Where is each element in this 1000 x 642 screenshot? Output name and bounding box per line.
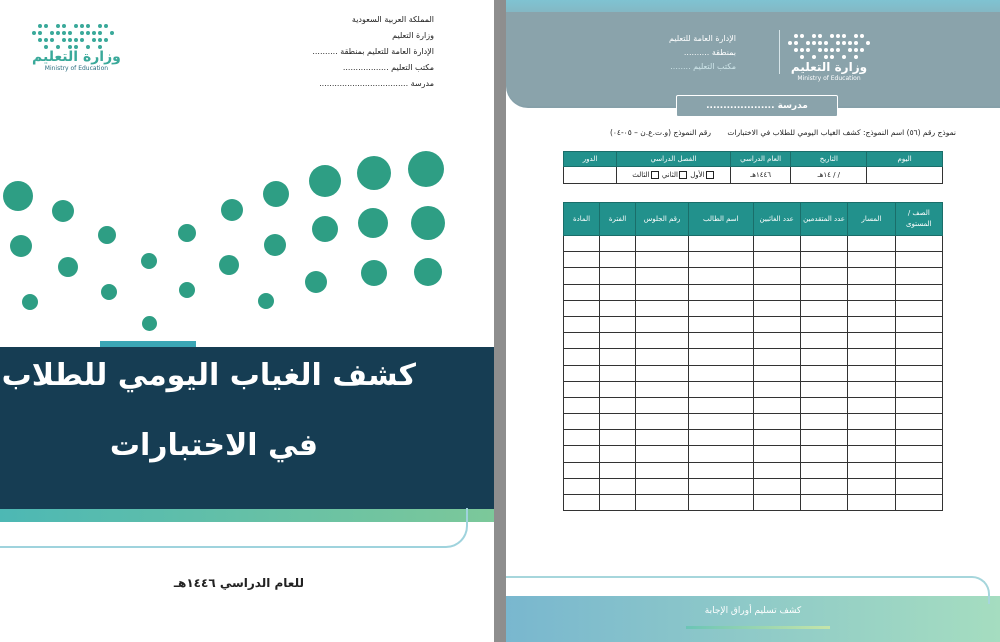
logo-dot <box>794 48 798 52</box>
table-cell[interactable] <box>895 300 942 316</box>
table-cell[interactable] <box>636 236 689 252</box>
table-cell[interactable] <box>895 252 942 268</box>
logo-dot <box>848 48 852 52</box>
logo-dot <box>44 38 48 42</box>
table-cell[interactable] <box>689 316 753 332</box>
table-row <box>564 252 943 268</box>
admin-line-office: مكتب التعليم ........ <box>670 62 736 71</box>
table-cell[interactable] <box>564 397 600 413</box>
logo-dot <box>38 24 42 28</box>
header-line-country: المملكة العربية السعودية <box>351 15 434 24</box>
table-row <box>564 316 943 332</box>
table-cell[interactable] <box>800 495 847 511</box>
table-cell[interactable] <box>800 300 847 316</box>
logo-dot <box>854 48 858 52</box>
decor-dot <box>357 156 391 190</box>
logo-dot <box>50 31 54 35</box>
table-cell[interactable] <box>800 284 847 300</box>
info-header-year: العام الدراسي <box>730 152 791 167</box>
table-cell[interactable] <box>895 381 942 397</box>
footer-title: كشف تسليم أوراق الإجابة <box>704 606 802 616</box>
table-row <box>564 333 943 349</box>
table-cell[interactable] <box>600 300 636 316</box>
table-cell[interactable] <box>636 397 689 413</box>
logo-dot <box>80 31 84 35</box>
table-cell[interactable] <box>800 365 847 381</box>
logo-dot <box>92 31 96 35</box>
table-cell[interactable] <box>753 397 800 413</box>
table-cell[interactable] <box>636 462 689 478</box>
info-cell-round[interactable] <box>564 167 617 184</box>
table-cell[interactable] <box>848 252 895 268</box>
table-cell[interactable] <box>895 349 942 365</box>
table-cell[interactable] <box>689 397 753 413</box>
info-header-round: الدور <box>564 152 617 167</box>
table-cell[interactable] <box>800 236 847 252</box>
logo-english-text: Ministry of Education <box>44 65 109 72</box>
table-row <box>564 268 943 284</box>
decor-dot <box>411 206 445 240</box>
table-cell[interactable] <box>753 316 800 332</box>
table-cell[interactable] <box>895 414 942 430</box>
ministry-logo-right <box>788 34 870 83</box>
logo-dot <box>104 38 108 42</box>
table-cell[interactable] <box>800 478 847 494</box>
table-cell[interactable] <box>800 316 847 332</box>
table-cell[interactable] <box>689 252 753 268</box>
table-cell[interactable] <box>753 300 800 316</box>
table-cell[interactable] <box>895 446 942 462</box>
table-cell[interactable] <box>600 316 636 332</box>
header-applicants-count: عدد المتقدمين <box>800 203 847 236</box>
logo-arabic-text: وزارة التعليم <box>790 60 868 74</box>
model-line <box>570 128 956 137</box>
table-cell[interactable] <box>600 284 636 300</box>
table-cell[interactable] <box>564 333 600 349</box>
decorative-arc <box>0 508 468 548</box>
logo-dots-icon <box>32 24 121 49</box>
table-cell[interactable] <box>600 365 636 381</box>
info-cell-semester[interactable] <box>617 167 731 184</box>
decor-dot <box>178 224 196 242</box>
table-cell[interactable] <box>564 268 600 284</box>
logo-dot <box>830 34 834 38</box>
logo-dot <box>98 38 102 42</box>
table-cell[interactable] <box>636 268 689 284</box>
table-cell[interactable] <box>564 495 600 511</box>
table-cell[interactable] <box>636 495 689 511</box>
table-cell[interactable] <box>800 414 847 430</box>
table-cell[interactable] <box>600 252 636 268</box>
academic-year: للعام الدراسي ١٤٤٦هـ <box>173 576 304 590</box>
logo-dot <box>62 38 66 42</box>
logo-dot <box>32 31 36 35</box>
admin-info <box>646 32 736 74</box>
table-cell[interactable] <box>800 381 847 397</box>
table-cell[interactable] <box>564 414 600 430</box>
decor-dot <box>179 282 195 298</box>
table-cell[interactable] <box>600 381 636 397</box>
table-cell[interactable] <box>636 414 689 430</box>
table-row <box>564 462 943 478</box>
logo-dot <box>806 48 810 52</box>
header-track: المسار <box>848 203 895 236</box>
table-cell[interactable] <box>600 414 636 430</box>
table-row <box>564 381 943 397</box>
table-cell[interactable] <box>689 446 753 462</box>
logo-dot <box>44 24 48 28</box>
table-cell[interactable] <box>689 268 753 284</box>
table-cell[interactable] <box>636 446 689 462</box>
logo-dot <box>806 41 810 45</box>
logo-dot <box>830 48 834 52</box>
logo-english-text: Ministry of Education <box>797 75 861 82</box>
header-student-name: اسم الطالب <box>689 203 753 236</box>
table-cell[interactable] <box>689 414 753 430</box>
table-cell[interactable] <box>800 462 847 478</box>
table-cell[interactable] <box>848 478 895 494</box>
logo-dot <box>80 38 84 42</box>
decor-dot <box>361 260 387 286</box>
table-cell[interactable] <box>848 333 895 349</box>
cover-title-line2: في الاختبارات <box>109 428 318 463</box>
table-cell[interactable] <box>753 349 800 365</box>
table-cell[interactable] <box>848 349 895 365</box>
header-banner-inner <box>506 12 1000 106</box>
logo-dot <box>50 38 54 42</box>
table-cell[interactable] <box>848 414 895 430</box>
logo-dot <box>788 41 792 45</box>
logo-dot <box>800 48 804 52</box>
table-cell[interactable] <box>753 478 800 494</box>
table-cell[interactable] <box>753 446 800 462</box>
table-cell[interactable] <box>895 397 942 413</box>
logo-dot <box>86 24 90 28</box>
table-cell[interactable] <box>636 365 689 381</box>
table-cell[interactable] <box>895 430 942 446</box>
logo-dot <box>92 38 96 42</box>
table-cell[interactable] <box>800 349 847 365</box>
decor-dot <box>101 284 117 300</box>
info-header-day: اليوم <box>867 152 943 167</box>
absence-table-body <box>564 236 943 511</box>
info-cell-year[interactable]: ١٤٤٦هـ <box>730 167 791 184</box>
table-cell[interactable] <box>636 284 689 300</box>
header-line-ministry: وزارة التعليم <box>392 31 434 40</box>
table-cell[interactable] <box>636 252 689 268</box>
logo-dot <box>854 41 858 45</box>
table-row <box>564 430 943 446</box>
logo-dot <box>836 34 840 38</box>
table-cell[interactable] <box>636 349 689 365</box>
table-row <box>564 495 943 511</box>
table-cell[interactable] <box>753 365 800 381</box>
logo-dot <box>80 24 84 28</box>
table-cell[interactable] <box>800 333 847 349</box>
logo-dot <box>842 34 846 38</box>
table-cell[interactable] <box>600 495 636 511</box>
table-cell[interactable] <box>600 397 636 413</box>
logo-dot <box>38 38 42 42</box>
ministry-logo <box>32 24 121 73</box>
decor-dot <box>263 181 289 207</box>
decor-dot <box>10 235 32 257</box>
table-row <box>564 414 943 430</box>
header-absent-count: عدد الغائبين <box>753 203 800 236</box>
semester-option-second: الثاني <box>661 171 678 179</box>
table-cell[interactable] <box>753 236 800 252</box>
logo-dot <box>68 38 72 42</box>
table-cell[interactable] <box>800 268 847 284</box>
decor-dot <box>258 293 274 309</box>
info-header-date: التاريخ <box>791 152 867 167</box>
table-cell[interactable] <box>600 478 636 494</box>
logo-dot <box>860 34 864 38</box>
table-cell[interactable] <box>753 284 800 300</box>
logo-dot <box>848 41 852 45</box>
table-cell[interactable] <box>564 252 600 268</box>
decor-dot <box>141 253 157 269</box>
table-cell[interactable] <box>600 333 636 349</box>
table-row <box>564 478 943 494</box>
table-cell[interactable] <box>848 430 895 446</box>
decor-dot <box>52 200 74 222</box>
logo-dots-icon <box>788 34 870 59</box>
decor-dot <box>98 226 116 244</box>
table-cell[interactable] <box>800 252 847 268</box>
table-cell[interactable] <box>564 284 600 300</box>
info-cell-day[interactable] <box>867 167 943 184</box>
table-cell[interactable] <box>753 495 800 511</box>
table-cell[interactable] <box>800 430 847 446</box>
logo-dot <box>842 41 846 45</box>
table-cell[interactable] <box>895 365 942 381</box>
admin-line-directorate: الإدارة العامة للتعليم <box>669 34 736 43</box>
header-line-office: مكتب التعليم .................. <box>342 63 434 72</box>
table-cell[interactable] <box>753 252 800 268</box>
table-row <box>564 365 943 381</box>
table-cell[interactable] <box>848 284 895 300</box>
table-cell[interactable] <box>689 236 753 252</box>
decor-dot <box>58 257 78 277</box>
table-cell[interactable] <box>636 333 689 349</box>
table-cell[interactable] <box>895 284 942 300</box>
footer-accent-bar <box>686 626 830 629</box>
table-cell[interactable] <box>600 236 636 252</box>
logo-dot <box>818 41 822 45</box>
logo-dot <box>56 31 60 35</box>
logo-dot <box>110 31 114 35</box>
checkbox-third[interactable] <box>651 171 659 179</box>
table-cell[interactable] <box>564 365 600 381</box>
table-cell[interactable] <box>689 430 753 446</box>
logo-dot <box>56 24 60 28</box>
logo-dot <box>38 31 42 35</box>
decor-dot <box>219 255 239 275</box>
table-cell[interactable] <box>689 365 753 381</box>
decor-dot <box>408 151 444 187</box>
table-cell[interactable] <box>895 495 942 511</box>
logo-dot <box>74 24 78 28</box>
logo-dot <box>812 41 816 45</box>
table-cell[interactable] <box>689 462 753 478</box>
table-cell[interactable] <box>753 268 800 284</box>
table-cell[interactable] <box>600 446 636 462</box>
logo-dot <box>794 34 798 38</box>
table-cell[interactable] <box>689 333 753 349</box>
cover-title-line1: كشف الغياب اليومي للطلاب <box>1 358 416 393</box>
decor-dot <box>305 271 327 293</box>
table-cell[interactable] <box>689 300 753 316</box>
header-seat-number: رقم الجلوس <box>636 203 689 236</box>
school-label: مدرسة .................... <box>676 95 838 117</box>
info-cell-date[interactable]: / / ١٤هـ <box>791 167 867 184</box>
logo-dot <box>800 34 804 38</box>
decor-dot <box>312 216 338 242</box>
table-row <box>564 284 943 300</box>
info-table <box>563 151 943 184</box>
logo-dot <box>68 31 72 35</box>
table-cell[interactable] <box>689 381 753 397</box>
header-line-school: مدرسة ................................... <box>319 79 434 88</box>
logo-dot <box>62 24 66 28</box>
table-cell[interactable] <box>564 446 600 462</box>
table-cell[interactable] <box>753 381 800 397</box>
decor-dot <box>22 294 38 310</box>
form-page <box>506 0 1000 642</box>
table-cell[interactable] <box>564 316 600 332</box>
table-cell[interactable] <box>895 316 942 332</box>
semester-option-first: الأول <box>690 171 705 179</box>
table-cell[interactable] <box>848 495 895 511</box>
absence-table <box>563 202 943 511</box>
logo-dot <box>836 41 840 45</box>
logo-dot <box>818 34 822 38</box>
table-cell[interactable] <box>689 284 753 300</box>
table-cell[interactable] <box>600 349 636 365</box>
table-row <box>564 446 943 462</box>
header-divider <box>779 30 780 74</box>
logo-dot <box>98 24 102 28</box>
table-cell[interactable] <box>895 268 942 284</box>
cover-page <box>0 0 494 642</box>
table-cell[interactable] <box>600 430 636 446</box>
table-cell[interactable] <box>689 495 753 511</box>
logo-dot <box>62 31 66 35</box>
admin-line-region: بمنطقة .......... <box>683 48 736 57</box>
table-cell[interactable] <box>564 236 600 252</box>
checkbox-first[interactable] <box>706 171 714 179</box>
logo-dot <box>860 48 864 52</box>
info-header-semester: الفصل الدراسي <box>617 152 731 167</box>
logo-dot <box>812 34 816 38</box>
logo-dot <box>854 34 858 38</box>
logo-dot <box>824 48 828 52</box>
table-cell[interactable] <box>564 478 600 494</box>
decor-dot <box>414 258 442 286</box>
logo-dot <box>74 38 78 42</box>
logo-dot <box>836 48 840 52</box>
table-cell[interactable] <box>564 300 600 316</box>
table-cell[interactable] <box>895 236 942 252</box>
semester-option-third: الثالث <box>632 171 650 179</box>
checkbox-second[interactable] <box>679 171 687 179</box>
table-cell[interactable] <box>848 268 895 284</box>
table-cell[interactable] <box>753 430 800 446</box>
logo-dot <box>818 48 822 52</box>
table-cell[interactable] <box>564 381 600 397</box>
table-row <box>564 397 943 413</box>
table-cell[interactable] <box>564 349 600 365</box>
table-cell[interactable] <box>689 349 753 365</box>
table-cell[interactable] <box>800 446 847 462</box>
table-row <box>564 300 943 316</box>
footer-arc <box>506 576 990 604</box>
header-line-directorate: الإدارة العامة للتعليم بمنطقة .......... <box>312 47 434 56</box>
header-subject: المادة <box>564 203 600 236</box>
table-cell[interactable] <box>636 316 689 332</box>
logo-arabic-text: وزارة التعليم <box>32 49 121 65</box>
table-cell[interactable] <box>895 333 942 349</box>
table-cell[interactable] <box>848 365 895 381</box>
table-cell[interactable] <box>848 316 895 332</box>
model-name: نموذج رقم (٥٦) اسم النموذج: كشف الغياب اليومي للطلاب في الاختبارات <box>727 128 956 137</box>
table-cell[interactable] <box>800 397 847 413</box>
table-cell[interactable] <box>689 478 753 494</box>
header-info <box>312 12 434 92</box>
decor-dot <box>358 208 388 238</box>
table-cell[interactable] <box>848 236 895 252</box>
table-cell[interactable] <box>848 381 895 397</box>
logo-dot <box>104 24 108 28</box>
model-code: رقم النموذج (و.ت.ع.ن – ٠٥-٠٤) <box>609 128 711 137</box>
logo-dot <box>794 41 798 45</box>
table-cell[interactable] <box>636 478 689 494</box>
decor-dot <box>221 199 243 221</box>
logo-dot <box>866 41 870 45</box>
header-period: الفترة <box>600 203 636 236</box>
table-cell[interactable] <box>600 462 636 478</box>
table-cell[interactable] <box>848 446 895 462</box>
table-row <box>564 349 943 365</box>
table-cell[interactable] <box>753 333 800 349</box>
logo-dot <box>824 41 828 45</box>
table-cell[interactable] <box>636 430 689 446</box>
header-grade-level: الصف / المستوى <box>895 203 942 236</box>
table-cell[interactable] <box>848 300 895 316</box>
decor-dot <box>309 165 341 197</box>
table-cell[interactable] <box>753 462 800 478</box>
table-cell[interactable] <box>895 462 942 478</box>
table-cell[interactable] <box>848 462 895 478</box>
decor-dot <box>3 181 33 211</box>
table-cell[interactable] <box>636 381 689 397</box>
logo-dot <box>86 31 90 35</box>
decor-dot <box>142 316 157 331</box>
table-cell[interactable] <box>564 430 600 446</box>
table-row <box>564 236 943 252</box>
table-cell[interactable] <box>753 414 800 430</box>
table-cell[interactable] <box>600 268 636 284</box>
logo-dot <box>98 31 102 35</box>
table-cell[interactable] <box>895 478 942 494</box>
decor-dot <box>264 234 286 256</box>
table-cell[interactable] <box>564 462 600 478</box>
table-cell[interactable] <box>848 397 895 413</box>
table-cell[interactable] <box>636 300 689 316</box>
